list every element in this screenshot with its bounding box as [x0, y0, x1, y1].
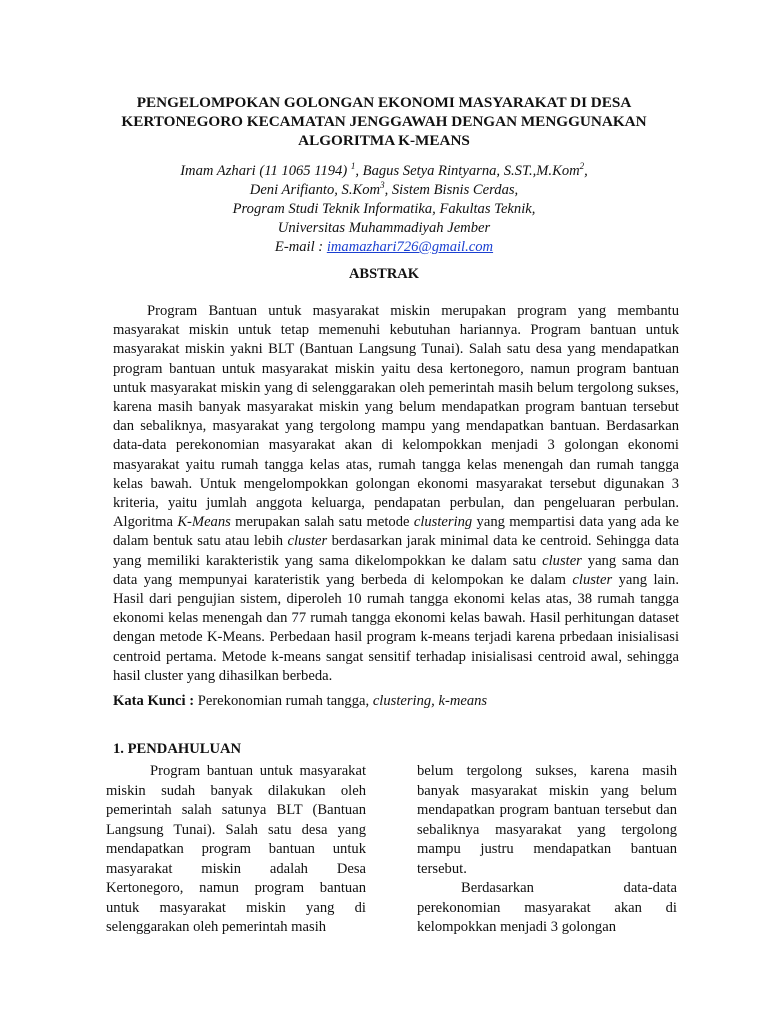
abstract-cluster-term-1: cluster — [287, 533, 328, 550]
abstract-text-d: berdasarkan jarak minimal data ke centroid. Sehingga data yang memiliki karakteristik yang sama dikelompokkan ke dalam satu — [113, 533, 680, 569]
author-2-separator: , — [584, 163, 588, 179]
author-1-affiliation-marker: 1 — [350, 161, 356, 172]
keywords-line — [113, 693, 679, 710]
body-column-left — [106, 762, 366, 938]
affiliation-university: Universitas Muhammadiyah Jember — [277, 220, 491, 236]
abstract-clustering-term: clustering — [413, 514, 473, 531]
abstract-heading: ABSTRAK — [348, 266, 420, 282]
email-label: E-mail : — [274, 239, 327, 255]
section-heading-pendahuluan: 1. PENDAHULUAN — [113, 741, 242, 757]
author-2-name: , Bagus Setya Rintyarna, S.ST.,M.Kom — [355, 163, 580, 179]
abstract-text-a: Program Bantuan untuk masyarakat miskin merupakan program yang membantu masyarakat miskin untuk tetap memenuhi kebutuhan hariannya. Program bantuan untuk masyarakat miskin yakni BLT (Bantuan Langsung Tunai). Salah satu desa yang mendapatkan program bantuan untuk masyarakat miskin yaitu desa kertonegoro, namun program bantuan untuk masyarakat miskin yang di selenggarakan oleh pemerintah masih belum tergolong sukses, karena masih banyak masyarakat miskin yang belum mendapatkan program bantuan tersebut dan sebaliknya, masyarakat yang tergolong mampu yang mendapatkan bantuan. Berdasarkan data-data perekonomian masyarakat akan di kelompokkan menjadi 3 golongan ekonomi masyarakat yaitu rumah tangga kelas atas, rumah tangga kelas menengah dan rumah tangga kelas bawah. Untuk mengelompokkan golongan ekonomi masyarakat tersebut digunakan 3 kriteria, yaitu jumlah anggota keluarga, pendapatan perbulan, dan pengeluaran perbulan. Algoritma — [113, 303, 679, 531]
left-column-paragraph: Program bantuan untuk masyarakat miskin sudah banyak dilakukan oleh pemerintah salah satunya BLT (Bantuan Langsung Tunai). Salah satu desa yang mendapatkan program bantuan untuk masyarakat miskin adalah Desa Kertonegoro, namun program bantuan untuk masyarakat miskin yang di selenggarakan oleh pemerintah masih — [106, 763, 366, 935]
abstract-cluster-term-3: cluster — [572, 571, 613, 588]
abstract-text-f: yang lain. Hasil dari pengujian sistem, diperoleh 10 rumah tangga ekonomi kelas atas, 38 rumah tangga ekonomi kelas menengah dan 77 rumah tangga ekonomi kelas bawah. Hasil perhitungan dataset dengan metode K-Means. Perbedaan hasil program k-means terjadi karena prbedaan inisialisasi centroid pertama. Metode k-means sangat sensitif terhadap inisialisasi centroid awal, sehingga hasil cluster yang dihasilkan berbeda. — [113, 571, 679, 684]
keywords-italic: clustering, k-means — [372, 693, 488, 709]
author-3-name: Deni Arifianto, S.Kom — [249, 182, 381, 198]
abstract-body — [113, 302, 679, 686]
keywords-plain: Perekonomian rumah tangga, — [194, 693, 373, 709]
email-line — [120, 238, 648, 257]
abstract-text-c: yang mempartisi data yang ada ke dalam bentuk satu atau lebih — [113, 514, 679, 550]
keywords-label: Kata Kunci : — [113, 693, 195, 709]
abstract-cluster-term-2: cluster — [542, 552, 582, 569]
author-line-2 — [120, 181, 648, 200]
author-2-affiliation-marker: 2 — [579, 161, 585, 172]
abstract-kmeans-term: K-Means — [177, 514, 231, 531]
paper-title-line-2: KERTONEGORO KECAMATAN JENGGAWAH DENGAN MENGGUNAKAN — [121, 113, 647, 130]
right-column-paragraph-2: Berdasarkan data-data perekonomian masyarakat akan di kelompokkan menjadi 3 golongan — [417, 880, 677, 935]
email-link[interactable]: imamazhari726@gmail.com — [326, 239, 494, 255]
paper-title-line-1: PENGELOMPOKAN GOLONGAN EKONOMI MASYARAKAT DI DESA — [136, 94, 632, 111]
abstract-text-e: yang sama dan data yang mempunyai karateristik yang berbeda di kelompokan ke dalam — [113, 552, 679, 588]
author-line-1 — [120, 162, 648, 181]
paper-title-line-3: ALGORITMA K-MEANS — [298, 132, 470, 149]
author-1-name: Imam Azhari (11 1065 1194) — [180, 163, 348, 179]
author-3-affiliation-marker: 3 — [380, 180, 385, 191]
author-3-group: , Sistem Bisnis Cerdas, — [384, 182, 519, 198]
abstract-text-b: merupakan salah satu metode — [230, 514, 414, 531]
paper-title — [120, 93, 648, 150]
body-column-right — [417, 762, 677, 938]
affiliation-program: Program Studi Teknik Informatika, Fakultas Teknik, — [232, 201, 536, 217]
right-column-paragraph-1: belum tergolong sukses, karena masih banyak masyarakat miskin yang belum mendapatkan program bantuan tersebut dan sebaliknya masyarakat yang tergolong mampu justru mendapatkan bantuan tersebut. — [417, 763, 677, 877]
author-block — [120, 162, 648, 257]
